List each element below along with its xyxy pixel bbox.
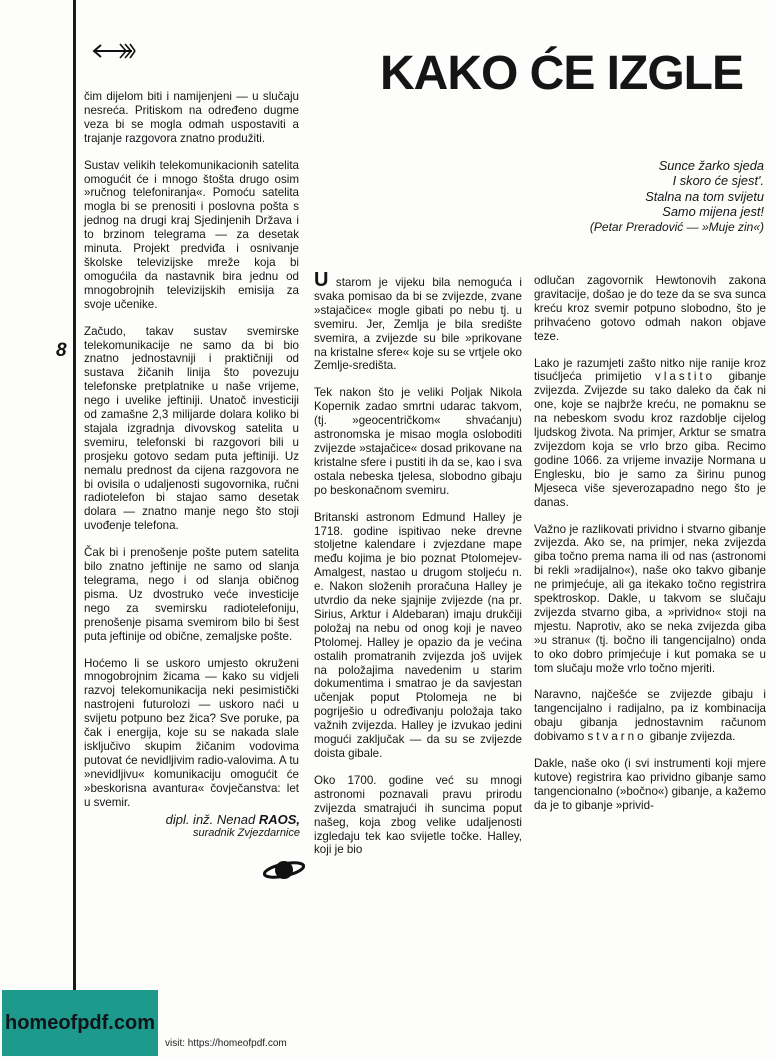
poem-line: Stalna na tom svijetu [645, 188, 764, 204]
poem-line: Sunce žarko sjeda [658, 158, 764, 173]
paragraph: Sustav velikih telekomunikacionih satelita omogućit će i mnogo štošta drugo osim »ručnog telefoniranja«. Pomoću satelita mogla bi se prenositi i poslovna pošta s jednog na drugi kraj Sjedinjenih Država i to brzinom telegrama — za desetak minuta. Projekt predviđa i osnivanje školske televizijske mreže koja bi omogućila da nastavnik bira jednu od mnogobrojnih televizijskih emisija za svoje učenike. [84, 158, 299, 311]
author-signature [100, 812, 300, 839]
poem-line: I skoro će sjest'. [672, 173, 764, 189]
column-right [534, 274, 766, 826]
paragraph: U starom je vijeku bila nemoguća i svaka pomisao da bi se zvijezde, zvane »stajačice« mogle gibati po nebu tj. u svemiru. Jer, Zemlja je bila središte svemira, a zvijezde su bile »prikovane na kristalne sfere« koje su se vrtjele oko Zemlje-središta. [314, 269, 522, 373]
paragraph: Tek nakon što je veliki Poljak Nikola Kopernik zadao smrtni udarac takvom, (tj. »geocentričkom« shvaćanju) astronomska je misao mogla osloboditi zvijezde »stajačice« dosad prikovane na kristalne sfere i pustiti ih da se, kao i sva ostala nebeska tjelesa, slobodno gibaju po beskonačnom svemiru. [314, 386, 522, 497]
author-role: suradnik Zvjezdarnice [193, 827, 300, 839]
poem-source: (Petar Preradović — »Muje zin«) [589, 219, 764, 234]
paragraph: čim dijelom biti i namijenjeni — u slučaju nesreća. Pritiskom na određeno dugme veza bi se mogla odmah uspostaviti a trajanje razgovora znatno produžiti. [84, 90, 299, 145]
paragraph: odlučan zagovornik Hewtonovih zakona gravitacije, došao je do teze da se sva sunca kreću kroz svemir potpuno slobodno, što je prihvaćeno gotovo odmah nakon objave teze. [534, 274, 766, 343]
paragraph: Dakle, naše oko (i svi instrumenti koji mjere kutove) registrira kao prividno gibanje samo tangencionalno (»bočno«) gibanje, a kažemo da je to gibanje »privid- [534, 757, 766, 812]
margin-rule [73, 0, 76, 1010]
column-left [84, 90, 299, 823]
paragraph: Začudo, takav sustav svemirske telekomunikacije ne samo da bi bio znatno jednostavniji i praktičniji od sustava žičanih linija što povezuju telefonske pretplatnike u naše vrijeme, nego i uvelike jeftiniji. Unatoč investiciji od zamašne 2,3 milijarde dolara koliko bi stajala izgradnja divovskog satelita u svemiru, telefonski bi razgovori bili u prosjeku gotovo sedam puta jeftiniji. Uz nemalu prednost da cijena razgovora ne bi ovisila o udaljenosti sugovornika, ručni radiotelefon bi stajao samo desetak dolara — znatno manje nego što stoji uvođenje telefona. [84, 324, 299, 533]
paragraph: Čak bi i prenošenje pošte putem satelita bilo znatno jeftinije ne samo od slanja telegrama, nego i od slanja običnog pisma. Uz dvostruko veće investicije nego za svemirsku radiotelefoniju, prenošenje pisama svemirom bilo bi šest puta jeftinije od običnе, zemaljske pošte. [84, 546, 299, 643]
visit-link[interactable]: visit: https://homeofpdf.com [165, 1038, 287, 1049]
paragraph: Lako je razumjeti zašto nitko nije ranije kroz tisućljeća primijetio vlastito gibanje zvijezda. Zvijezde su tako daleko da čak ni one, koje se najbrže kreću, ne pomaknu se na nebeskom svodu kroz razdoblje cijelog ljudskog života. Na primjer, Arktur se smatra zvijezdom koja se vrlo brzo giba. Recimo godine 1066. za vrijeme invazije Normana u Englesku, bio je samo za širinu punog Mjeseca više sjeverozapadno nego što je danas. [534, 356, 766, 509]
paragraph: Hoćemo li se uskoro umjesto okruženi mnogobrojnim žicama — kako su vidjeli razvoj telekomunikacija neki pesimistički nastrojeni futurolozi — uskoro naći u svijetu potpuno bez žica? Sve poruke, pa čak i energija, koje su se nakada slale isključivo skupim žičanim vodovima putovat će nevidljivim radio-valovima. A tu »nevidljivu« komunikaciju omogućit će »beskorisna avantura« čovječanstva: let u svemir. [84, 656, 299, 809]
author-name: dipl. inž. Nenad RAOS, [165, 812, 300, 827]
page-number: 8 [56, 340, 67, 361]
paragraph: Naravno, najčešće se zvijezde gibaju i tangencijalno i radijalno, pa iz kombinacija obaju gibanja jednostavnim računom dobivamo stvarno gibanje zvijezda. [534, 688, 766, 744]
watermark-logo[interactable]: homeofpdf.com [2, 990, 158, 1056]
drop-cap: U [314, 269, 329, 291]
column-middle [314, 269, 522, 870]
article-title: KAKO ĆE IZGLE [380, 47, 744, 100]
saturn-icon [262, 856, 306, 884]
poem-line: Samo mijena jest! [662, 204, 764, 220]
epigraph-poem [470, 158, 764, 235]
paragraph: Oko 1700. godine već su mnogi astronomi poznavali pravu prirodu zvijezda smatrajući ih suncima poput našeg, koja zbog velike udaljenosti izgledaju tek kao svijetle točke. Halley, koji je bio [314, 773, 522, 857]
paragraph: Važno je razlikovati prividno i stvarno gibanje zvijezda. Ako se, na primjer, neka zvijezda giba točno prema nama ili od nas (astronomi bi rekli »radijalno«), naše oko takvo gibanje ne primjećuje, ali ga itekako točno registrira spektroskop. Dakle, u takvom se slučaju zvijezda stvarno giba, a »prividno« stoji na mjestu. Naprotiv, ako se neka zvijezda giba »u stranu« (tj. bočno ili tangencijalno) onda to oko dobro primjećuje i kut pomaka se u tom slučaju može vrlo točno mjeriti. [534, 522, 766, 675]
arrow-icon [92, 42, 137, 60]
paragraph: Britanski astronom Edmund Halley je 1718. godine ispitivao neke drevne stoljetne kalendare i zvjezdane mape među kojima je bio poznat Ptolomejev-Amalgest, nastao u drugom stoljeću n. e. Nakon složenih proračuna Halley je utvrdio da neke sjajnije zvijezde (na pr. Sirius, Arktur i Aldebaran) imaju drukčiji položaj na nebu od onog koji je naveo Ptolomej. Halley je opazio da je većina ostalih promatranih zvijezda još uvijek na položajima navedenim u starim dokumentima i smatrao je da savjestan učenjak poput Ptolomeja ne bi pogriješio u određivanju položaja tako važnih zvijezda. Halley je izvukao jedini mogući zaključak — da su se zvijezde doista gibale. [314, 510, 522, 760]
